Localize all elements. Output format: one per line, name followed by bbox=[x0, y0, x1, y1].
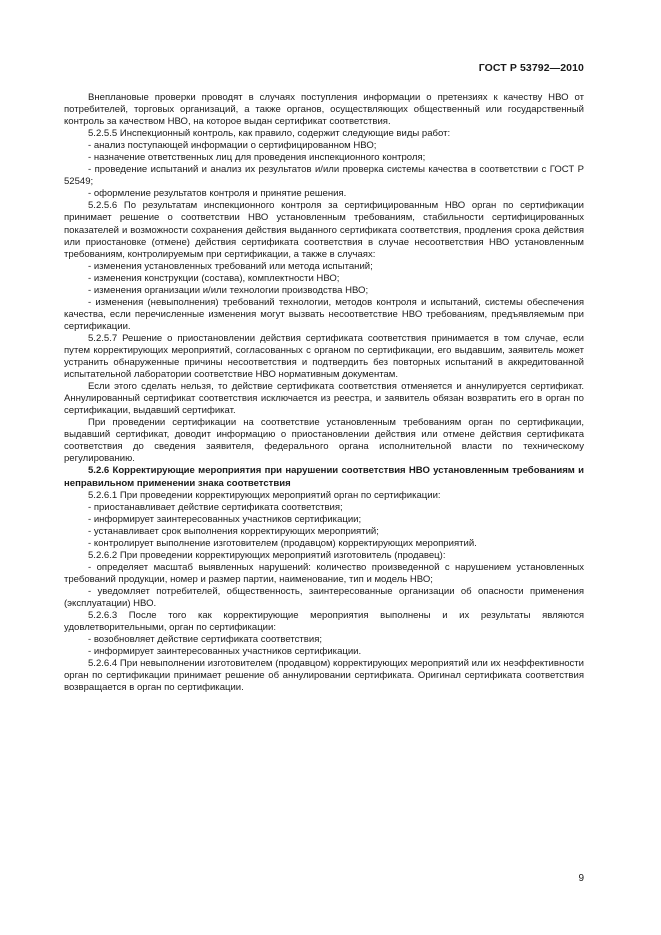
paragraph: Внеплановые проверки проводят в случаях поступления информации о претензиях к качеству НВО от потребителей, торговых организаций, а также органов, осуществляющих общественный или государственный контроль за качеством НВО, на которое выдан сертификат соответствия. bbox=[64, 92, 584, 128]
paragraph: 5.2.5.5 Инспекционный контроль, как правило, содержит следующие виды работ: bbox=[88, 128, 451, 140]
paragraph: - назначение ответственных лиц для проведения инспекционного контроля; bbox=[88, 152, 426, 164]
section-heading: 5.2.6 Корректирующие мероприятия при нарушении соответствия НВО установленным требованиям и неправильном применении знака соответствия bbox=[64, 465, 584, 489]
page-number: 9 bbox=[578, 873, 584, 884]
paragraph: 5.2.5.6 По результатам инспекционного контроля за сертифицированным НВО орган по сертификации принимает решение о соответствии НВО установленным требованиям, стабильности сертифицированных показателей и возможности сохранения действия выданного сертификата соответствия, продления срока действия или приостановке (отмене) действия сертификата соответствия в случае несоответствия НВО установленным требованиям, контролируемым при сертификации, а также в случаях: bbox=[64, 200, 584, 260]
paragraph: - устанавливает срок выполнения корректирующих мероприятий; bbox=[88, 525, 379, 537]
paragraph: Если этого сделать нельзя, то действие сертификата соответствия отменяется и аннулируется сертификат. Аннулированный сертификат соответствия исключается из реестра, и заявитель обязан возвратить его в орган по сертификации, выдавший сертификат. bbox=[64, 381, 584, 417]
paragraph: При проведении сертификации на соответствие установленным требованиям орган по сертификации, выдавший сертификат, доводит информацию о приостановлении действия или отмене действия сертификата соответствия до сведения заявителя, федерального органа исполнительной власти по техническому регулированию. bbox=[64, 417, 584, 465]
paragraph: - анализ поступающей информации о сертифицированном НВО; bbox=[88, 140, 377, 152]
paragraph: - информирует заинтересованных участников сертификации. bbox=[88, 646, 362, 658]
paragraph: 5.2.6.2 При проведении корректирующих мероприятий изготовитель (продавец): bbox=[88, 549, 446, 561]
paragraph: - изменения организации и/или технологии производства НВО; bbox=[88, 284, 369, 296]
paragraph: - уведомляет потребителей, общественность, заинтересованные организации об опасности применения (эксплуатации) НВО. bbox=[64, 585, 584, 609]
document-header: ГОСТ Р 53792—2010 bbox=[478, 62, 584, 74]
paragraph: - возобновляет действие сертификата соответствия; bbox=[88, 634, 323, 646]
document-body bbox=[64, 92, 584, 694]
paragraph: - определяет масштаб выявленных нарушений: количество произведенной с нарушением установленных требований продукции, номер и размер партии, наименование, тип и модель НВО; bbox=[64, 561, 584, 585]
paragraph: 5.2.6.1 При проведении корректирующих мероприятий орган по сертификации: bbox=[88, 489, 441, 501]
paragraph: 5.2.5.7 Решение о приостановлении действия сертификата соответствия принимается в том случае, если путем корректирующих мероприятий, согласованных с органом по сертификации, его выдавшим, заявитель может устранить обнаруженные причины несоответствия и подтвердить без повторных испытаний в аккредитованной испытательной лаборатории соответствие НВО нормативным документам. bbox=[64, 332, 584, 381]
paragraph: - изменения установленных требований или метода испытаний; bbox=[88, 260, 373, 272]
paragraph: - приостанавливает действие сертификата соответствия; bbox=[88, 501, 343, 513]
paragraph: - изменения (невыполнения) требований технологии, методов контроля и испытаний, системы обеспечения качества, если перечисленные изменения могут вызвать несоответствие НВО требованиям, предъявляемым при сертификации. bbox=[64, 296, 584, 332]
paragraph: - изменения конструкции (состава), комплектности НВО; bbox=[88, 272, 340, 284]
paragraph: - проведение испытаний и анализ их результатов и/или проверка системы качества в соответствии с ГОСТ Р 52549; bbox=[64, 164, 584, 188]
paragraph: - информирует заинтересованных участников сертификации; bbox=[88, 513, 362, 525]
paragraph: - оформление результатов контроля и принятие решения. bbox=[88, 188, 347, 200]
paragraph: 5.2.6.4 При невыполнении изготовителем (продавцом) корректирующих мероприятий или их неэффективности орган по сертификации принимает решение об аннулировании сертификата. Оригинал сертификата соответствия возвращается в орган по сертификации. bbox=[64, 658, 584, 694]
paragraph: 5.2.6.3 После того как корректирующие мероприятия выполнены и их результаты являются удовлетворительными, орган по сертификации: bbox=[64, 610, 584, 634]
paragraph: - контролирует выполнение изготовителем (продавцом) корректирующих мероприятий. bbox=[88, 537, 477, 549]
